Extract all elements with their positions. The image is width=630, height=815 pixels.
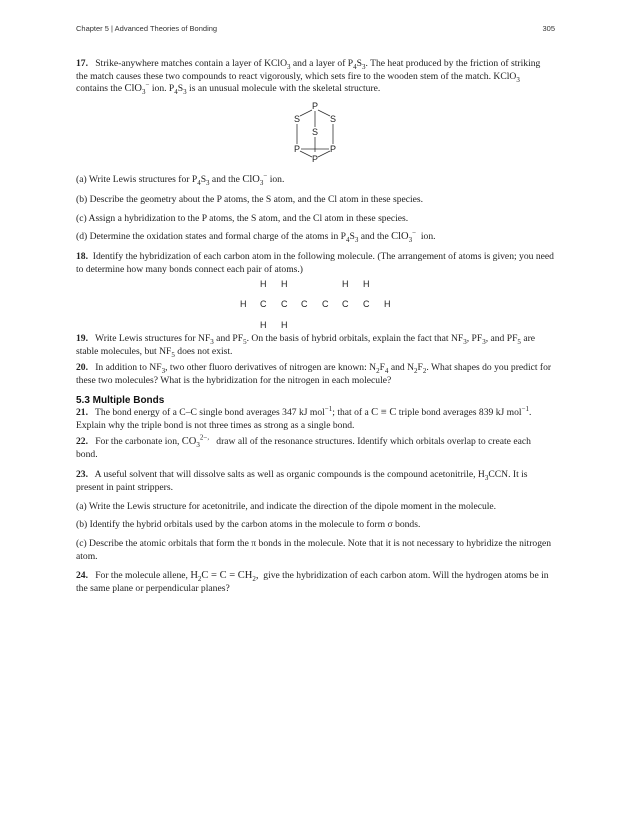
question-19: 19. Write Lewis structures for $NF_3$ and $PF_5$. On the basis of hybrid orbitals, explain the fact that $NF_3$, $PF_3$, and $PF_5$ are stable molecules, but $NF_5$ does not exist. [76, 333, 536, 359]
page-number: 305 [542, 24, 555, 33]
triple-bond-formula: C ≡ C [371, 407, 397, 418]
question-17a: (a) Write Lewis structures for $P_4S_3$ and the ClO$_3$− ion. [76, 171, 285, 188]
chlorate-formula: ClO$_3$− [391, 228, 417, 245]
allene-formula: $H_2C = C = CH_2$, [190, 570, 259, 584]
atom-h: H [240, 299, 247, 309]
chlorate-formula: ClO$_3$− [124, 80, 150, 97]
atom-h: H [384, 299, 391, 309]
running-header: Chapter 5 | Advanced Theories of Bonding [76, 24, 218, 33]
atom-c: C [301, 299, 308, 309]
question-23: 23. A useful solvent that will dissolve salts as well as organic compounds is the compound acetonitrile, $H_3CCN$. It is present in paint strippers. [76, 469, 528, 493]
atom-c: C [260, 299, 267, 309]
atom-c: C [322, 299, 329, 309]
p4s3-structure-diagram [285, 100, 345, 166]
question-23b: (b) Identify the hybrid orbitals used by the carbon atoms in the molecule to form σ bonds. [76, 519, 421, 530]
atom-p-top: P [311, 101, 319, 111]
atom-h: H [260, 320, 267, 330]
question-23a: (a) Write the Lewis structure for acetonitrile, and indicate the direction of the dipole moment in the molecule. [76, 501, 497, 512]
question-23c: (c) Describe the atomic orbitals that form the π bonds in the molecule. Note that it is not necessary to hybridize the nitrogen atom. [76, 538, 552, 562]
atom-p-left: P [293, 144, 301, 154]
atom-h: H [363, 279, 370, 289]
question-17: 17. Strike-anywhere matches contain a layer of KClO$_3$ and a layer of $P_4S_3$. The heat produced by the friction of striking the match causes these two compounds to react vigorously, which sets fire to the wooden stem of the match. KClO$_3$ contains the ClO$_3$− ion. $P_4S_3$ is an unusual molecule with the skeletal structure. [76, 58, 541, 97]
question-22: 22. For the carbonate ion, $CO_3^{2-,}$ draw all of the resonance structures. Identify which orbitals overlap to create each bond. [76, 433, 531, 460]
atom-p-bottom: P [311, 154, 319, 164]
section-title: 5.3 Multiple Bonds [76, 395, 165, 406]
question-17d: (d) Determine the oxidation states and formal charge of the atoms in $P_4S_3$ and the ClO$_3$− ion. [76, 228, 436, 245]
chlorate-formula: ClO$_3$− [242, 171, 268, 188]
atom-s-right: S [329, 114, 337, 124]
atom-h: H [281, 279, 288, 289]
question-number: 17. [76, 58, 88, 69]
atom-c: C [363, 299, 370, 309]
question-20: 20. In addition to $NF_3$, two other fluoro derivatives of nitrogen are known: $N_2F_4$ and $N_2F_2$. What shapes do you predict for these two molecules? What is the hybridization for the nitrogen in each molecule? [76, 362, 552, 386]
atom-s-left: S [293, 114, 301, 124]
atom-c: C [281, 299, 288, 309]
atom-h: H [281, 320, 288, 330]
atom-c: C [342, 299, 349, 309]
question-18: 18. Identify the hybridization of each carbon atom in the following molecule. (The arrangement of atoms is given; you need to determine how many bonds connect each pair of atoms.) [76, 251, 554, 275]
atom-p-right: P [329, 144, 337, 154]
atom-s-center: S [311, 127, 319, 137]
question-17c: (c) Assign a hybridization to the P atoms, the S atom, and the Cl atom in these species. [76, 213, 409, 224]
carbonate-formula: $CO_3^{2-,}$ [181, 433, 210, 450]
question-24: 24. For the molecule allene, $H_2C = C = CH_2$, give the hybridization of each carbon atom. Will the hydrogen atoms be in the same plane or perpendicular planes? [76, 570, 549, 594]
atom-h: H [260, 279, 267, 289]
question-17b: (b) Describe the geometry about the P atoms, the S atom, and the Cl atom in these species. [76, 194, 424, 205]
question-21: 21. The bond energy of a C–C single bond averages 347 kJ mol$^{-1}$; that of a C ≡ C triple bond averages 839 kJ mol$^{-1}$. Explain why the triple bond is not three times as strong as a single bond. [76, 404, 532, 431]
atom-h: H [342, 279, 349, 289]
